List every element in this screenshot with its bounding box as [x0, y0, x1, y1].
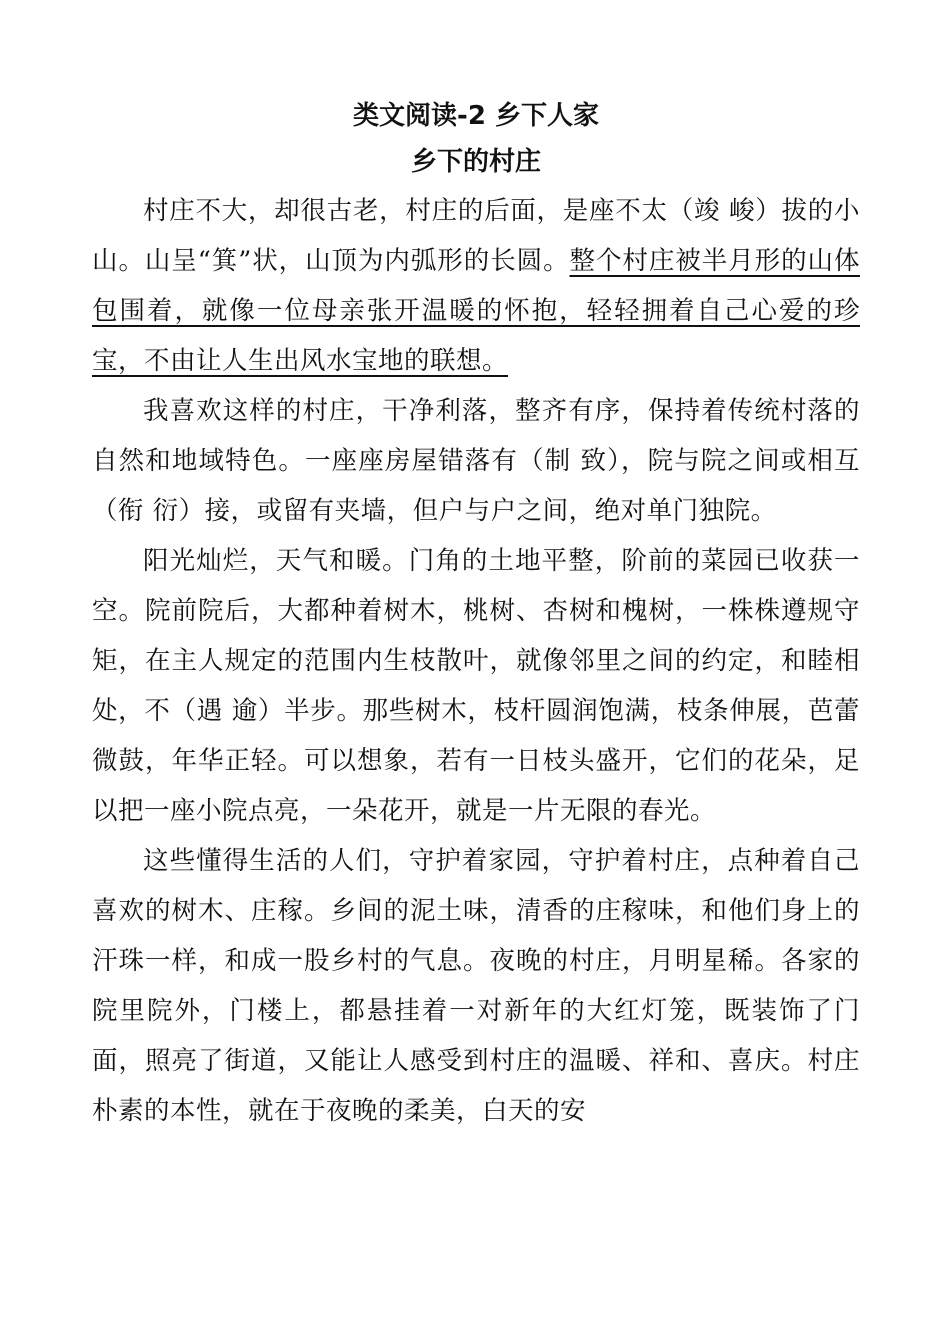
document-page	[92, 96, 860, 1136]
paragraph-3: 阳光灿烂，天气和暖。门角的土地平整，阶前的菜园已收获一空。院前院后，大都种着树木，桃树、杏树和槐树，一株株遵规守矩，在主人规定的范围内生枝散叶，就像邻里之间的约定，和睦相处，不（遇 逾）半步。那些树木，枝杆圆润饱满，枝条伸展，芭蕾微鼓，年华正轻。可以想象，若有一日枝头盛开，它们的花朵，足以把一座小院点亮，一朵花开，就是一片无限的春光。	[92, 546, 860, 826]
paragraph-2: 我喜欢这样的村庄，干净利落，整齐有序，保持着传统村落的自然和地域特色。一座座房屋错落有（制 致），院与院之间或相互（衔 衍）接，或留有夹墙，但户与户之间，绝对单门独院。	[92, 396, 860, 526]
paragraph-1-text: 村庄不大，却很古老，村庄的后面，是座不太（竣 峻）拔的小山。山呈“箕”状，山顶为内弧形的长圆。	[92, 196, 860, 276]
underlined-sentence: 整个村庄被半月形的山体包围着，就像一位母亲张开温暖的怀抱，轻轻拥着自己心爱的珍宝，不由让人生出风水宝地的联想。	[92, 246, 860, 376]
document-title: 类文阅读-2 乡下人家	[353, 101, 599, 131]
paragraph-1	[92, 186, 860, 386]
paragraph-4: 这些懂得生活的人们，守护着家园，守护着村庄，点种着自己喜欢的树木、庄稼。乡间的泥土味，清香的庄稼味，和他们身上的汗珠一样，和成一股乡村的气息。夜晚的村庄，月明星稀。各家的院里院外，门楼上，都悬挂着一对新年的大红灯笼，既装饰了门面，照亮了街道，又能让人感受到村庄的温暖、祥和、喜庆。村庄朴素的本性，就在于夜晚的柔美，白天的安	[92, 846, 860, 1126]
article-title: 乡下的村庄	[410, 147, 541, 177]
